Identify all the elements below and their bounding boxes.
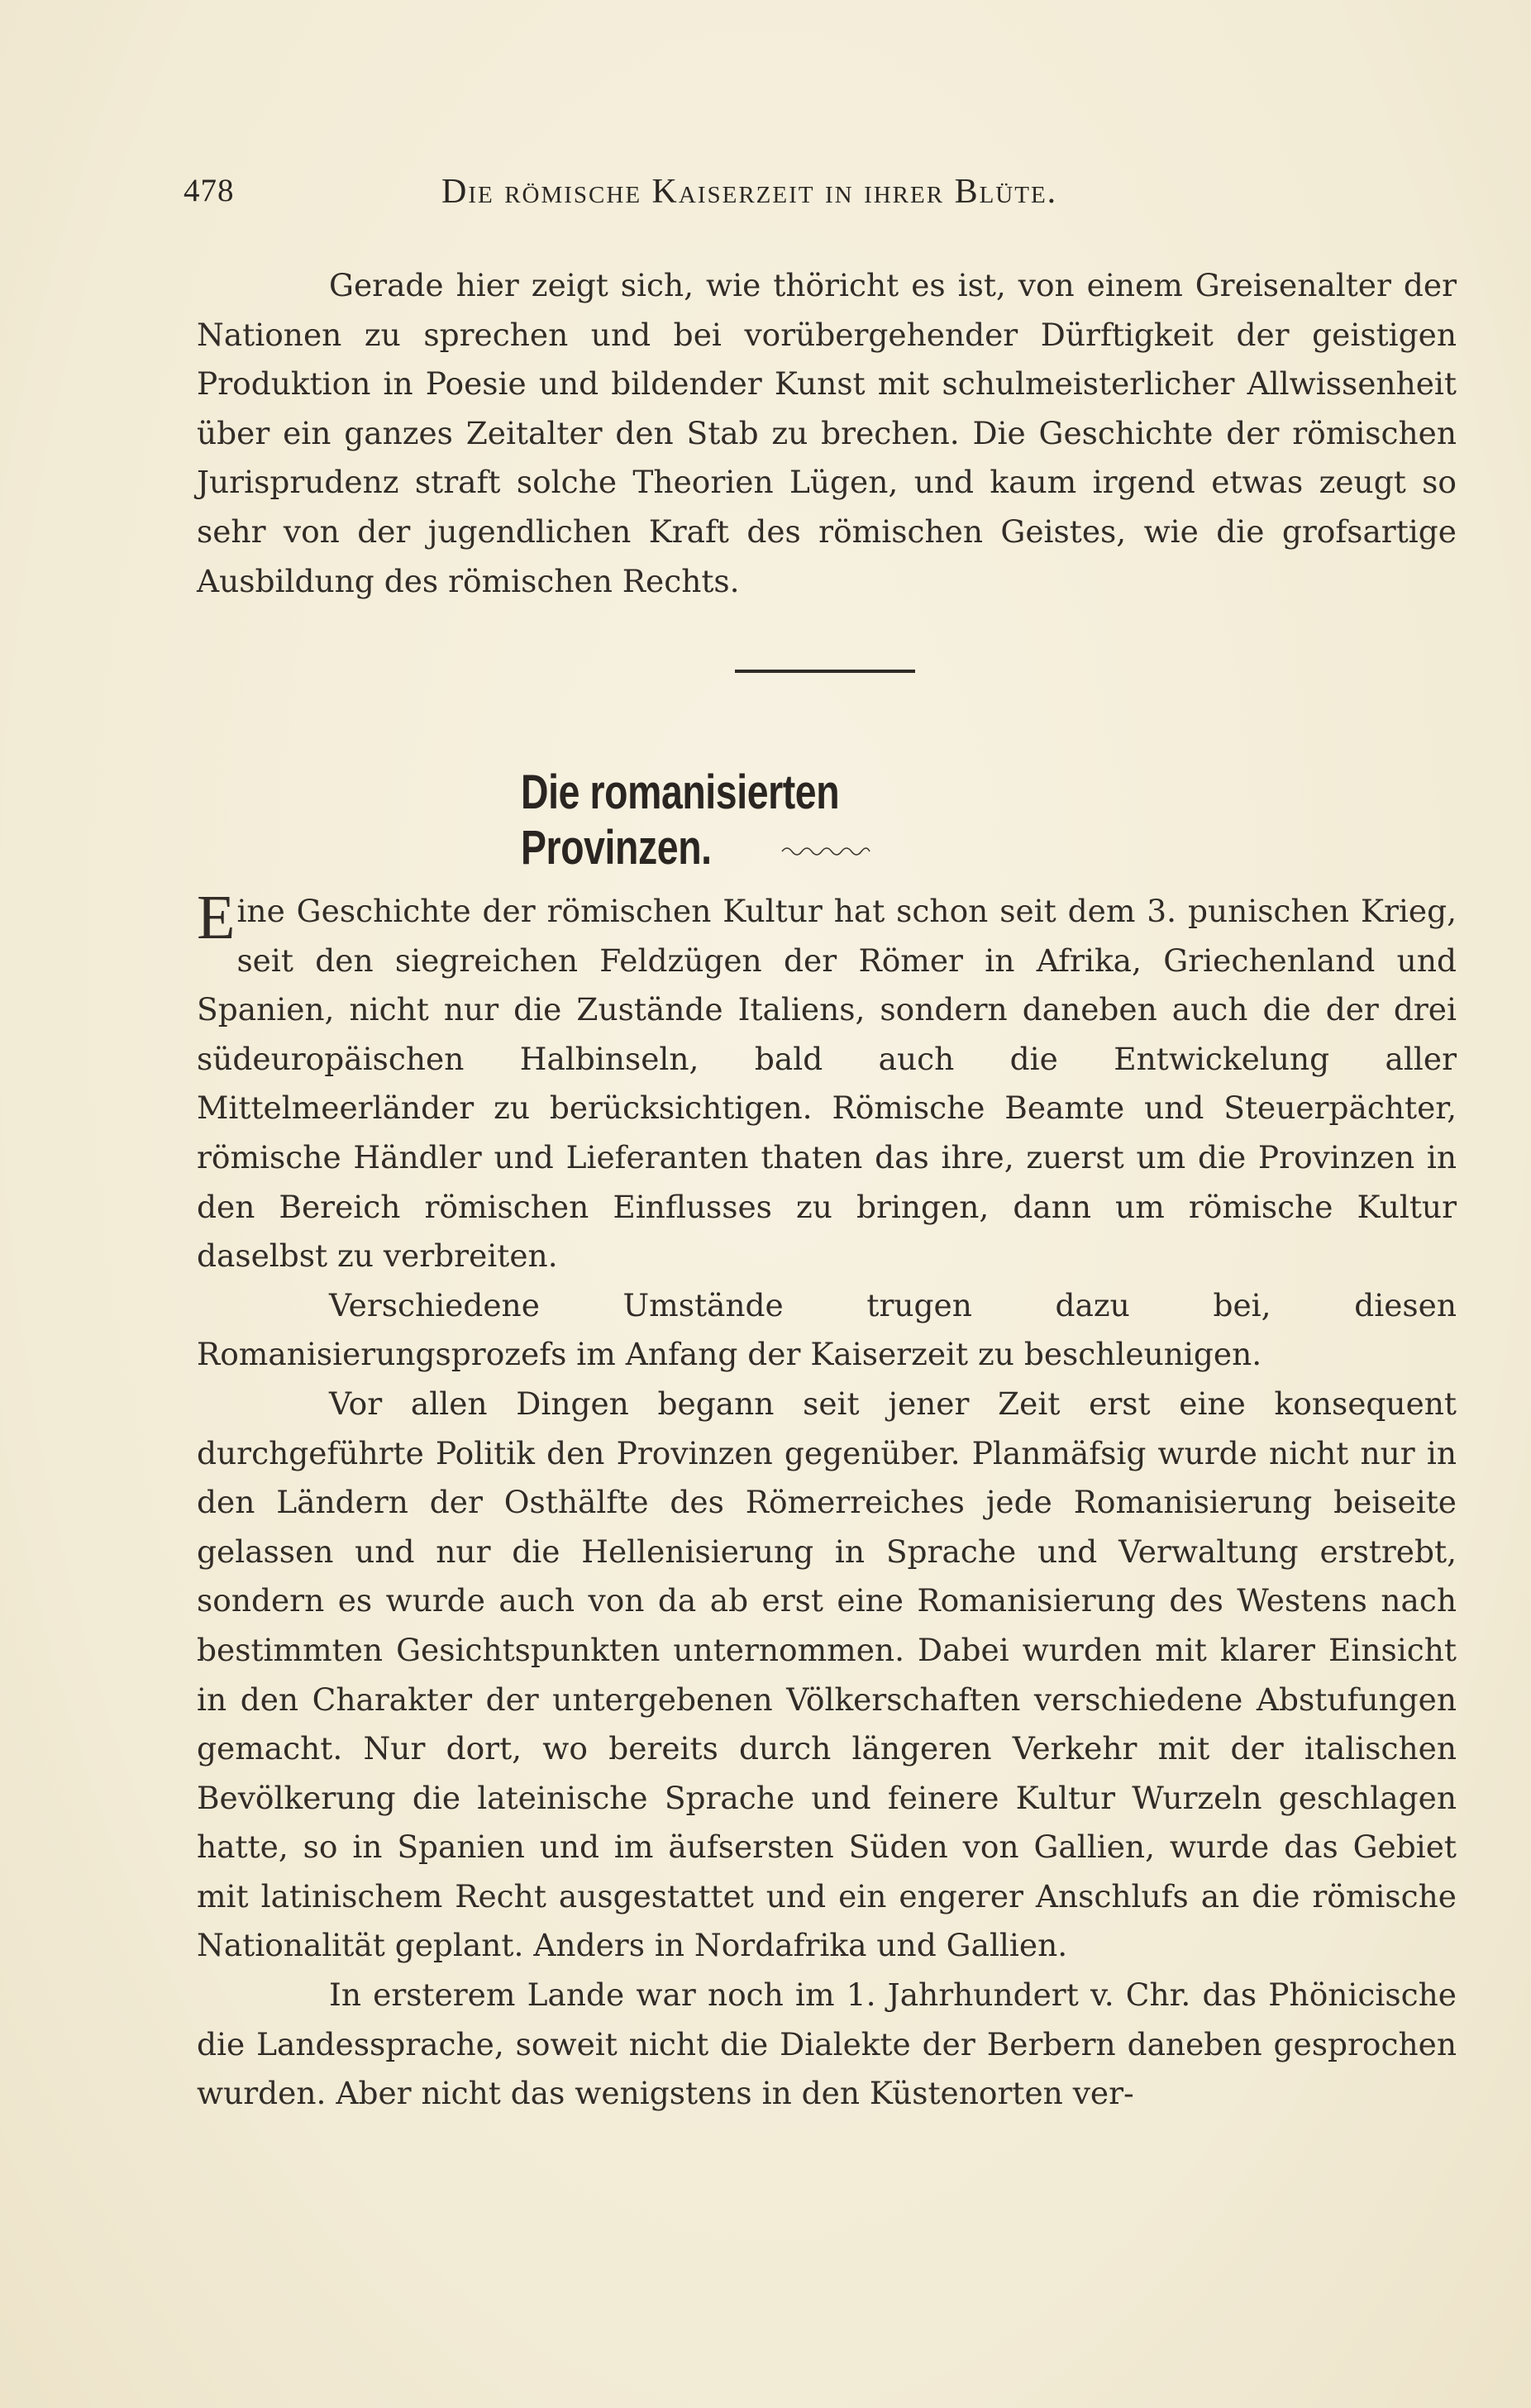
section-paragraph-4: In ersterem Lande war noch im 1. Jahrhundert v. Chr. das Phönicische die Landessprache, soweit nicht die Dialekte der Berbern daneben gesprochen wurden. Aber nicht das wenigstens in den Küstenorten ver- [197, 1976, 1457, 2112]
running-head: Die römische Kaiserzeit in ihrer Blüte. [441, 173, 1058, 211]
page-header [184, 172, 1390, 222]
section-paragraph-3: Vor allen Dingen begann seit jener Zeit erst eine konsequent durchgeführte Politik den Provinzen gegenüber. Planmäfsig wurde nicht nur in den Ländern der Osthälfte des Römerreiches jede Romanisierung beiseite gelassen und nur die Hellenisierung in Sprache und Verwaltung erstrebt, sondern es wurde auch von da ab erst eine Romanisierung des Westens nach bestimmten Gesichtspunkten unternommen. Dabei wurden mit klarer Einsicht in den Charakter der untergebenen Völkerschaften verschiedene Abstufungen gemacht. Nur dort, wo bereits durch längeren Verkehr mit der italischen Bevölkerung die lateinische Sprache und feinere Kultur Wurzeln geschlagen hatte, so in Spanien und im äufsersten Süden von Gallien, wurde das Gebiet mit latinischem Recht ausgestattet und ein engerer Anschlufs an die römische Nationalität geplant. Anders in Nordafrika und Gallien. [197, 1385, 1457, 1964]
section-divider-rule [735, 670, 915, 673]
intro-text-block [197, 261, 1457, 606]
section-title: Die romanisierten Provinzen. [521, 765, 840, 875]
drop-cap: E [197, 883, 236, 952]
section-body [197, 883, 1457, 2119]
intro-paragraph: Gerade hier zeigt sich, wie thöricht es ist, von einem Greisenalter der Nationen zu sprechen und bei vorübergehender Dürftigkeit der geistigen Produktion in Poesie und bildender Kunst mit schulmeisterlicher Allwissenheit über ein ganzes Zeitalter den Stab zu brechen. Die Geschichte der römischen Jurisprudenz straft solche Theorien Lügen, und kaum irgend etwas zeugt so sehr von der jugendlichen Kraft des römischen Geistes, wie die grofsartige Ausbildung des römischen Rechts. [197, 267, 1457, 599]
wave-ornament-icon [780, 842, 871, 858]
section-paragraph-1-text: ine Geschichte der römischen Kultur hat schon seit dem 3. punischen Krieg, seit den siegreichen Feldzügen der Römer in Afrika, Griechenland und Spanien, nicht nur die Zustände Italiens, sondern daneben auch die der drei südeuropäischen Halbinseln, bald auch die Entwickelung aller Mittelmeerländer zu berücksichtigen. Römische Beamte und Steuerpächter, römische Händler und Lieferanten thaten das ihre, zuerst um die Provinzen in den Bereich römischen Einflusses zu bringen, dann um römische Kultur daselbst zu verbreiten. [197, 893, 1457, 1275]
section-paragraph-2: Verschiedene Umstände trugen dazu bei, diesen Romanisierungsprozefs im Anfang der Kaiserzeit zu beschleunigen. [197, 1286, 1457, 1373]
page-number: 478 [184, 173, 235, 208]
section-paragraph-1 [197, 883, 1457, 1281]
